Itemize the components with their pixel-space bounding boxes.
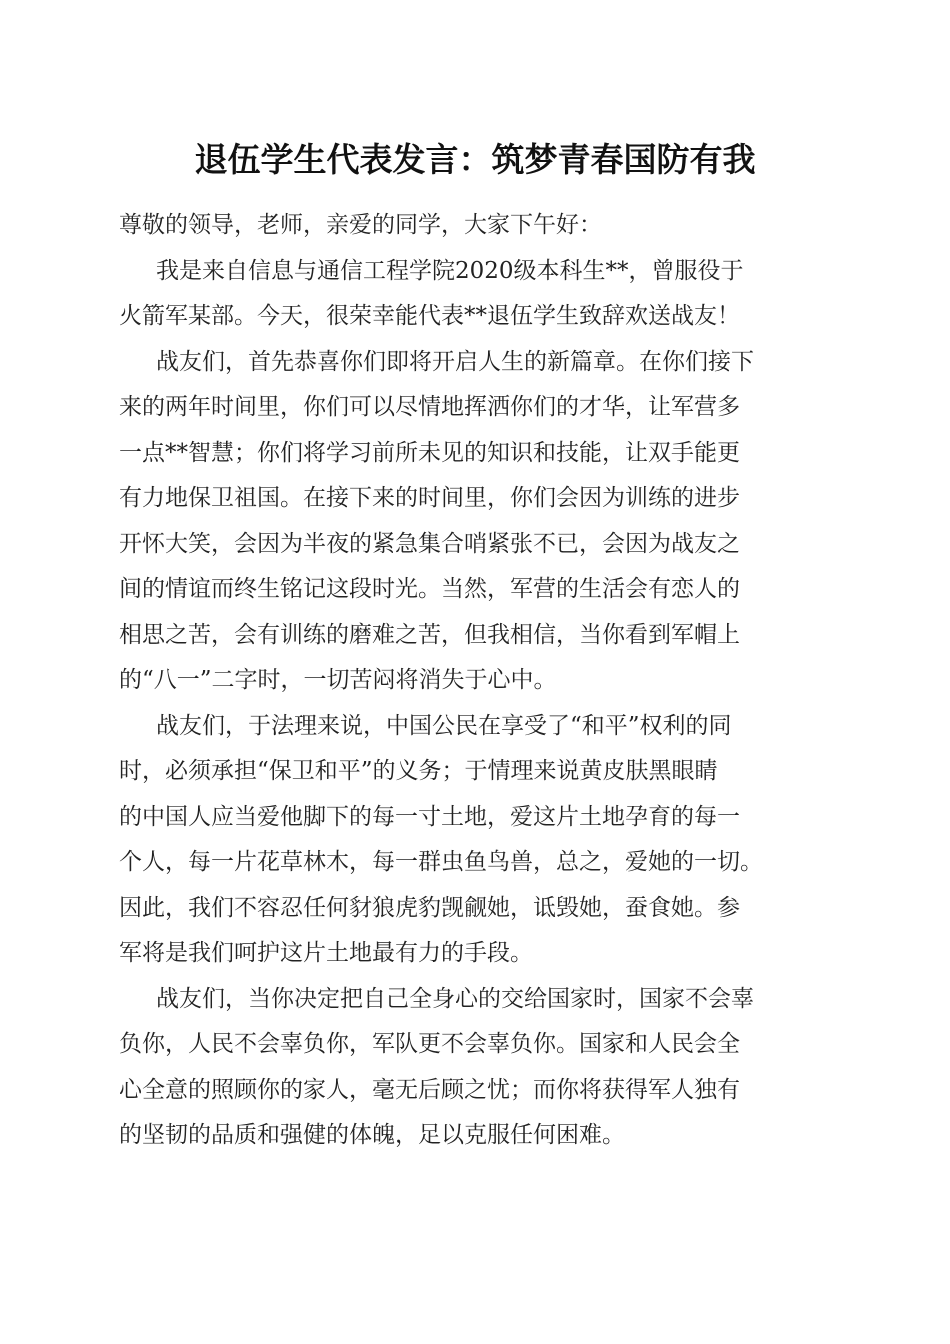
paragraph-duty xyxy=(119,704,835,977)
text-line: 间的情谊而终生铭记这段时光。当然，军营的生活会有恋人的 xyxy=(119,576,740,602)
text-line: 个人，每一片花草林木，每一群虫鱼鸟兽，总之，爱她的一切。 xyxy=(119,849,763,875)
document-title: 退伍学生代表发言：筑梦青春国防有我 xyxy=(194,140,756,179)
text-line: 火箭军某部。今天，很荣幸能代表**退伍学生致辞欢送战友！ xyxy=(119,303,740,329)
paragraph-introduction xyxy=(119,249,835,340)
text-line: 心全意的照顾你的家人，毫无后顾之忧；而你将获得军人独有 xyxy=(119,1076,740,1103)
document-body xyxy=(119,203,835,1159)
text-line: 一点**智慧；你们将学习前所未见的知识和技能，让双手能更 xyxy=(119,439,740,466)
text-line: 相思之苦，会有训练的磨难之苦，但我相信，当你看到军帽上 xyxy=(119,621,740,648)
text-line: 的“八一”二字时，一切苦闷将消失于心中。 xyxy=(119,667,557,693)
text-line: 因此，我们不容忍任何豺狼虎豹觊觎她，诋毁她，蚕食她。参 xyxy=(119,894,740,921)
text-line: 的坚韧的品质和强健的体魄，足以克服任何困难。 xyxy=(119,1122,625,1148)
text-line: 战友们，于法理来说，中国公民在享受了“和平”权利的同 xyxy=(156,712,732,739)
text-line: 军将是我们呵护这片土地最有力的手段。 xyxy=(119,940,533,966)
text-line: 有力地保卫祖国。在接下来的时间里，你们会因为训练的进步 xyxy=(119,485,740,511)
text-line: 开怀大笑，会因为半夜的紧急集合哨紧张不已，会因为战友之 xyxy=(119,530,740,557)
text-line: 负你，人民不会辜负你，军队更不会辜负你。国家和人民会全 xyxy=(119,1031,740,1057)
text-line: 战友们，首先恭喜你们即将开启人生的新篇章。在你们接下 xyxy=(156,348,754,375)
text-line: 我是来自信息与通信工程学院2020级本科生**，曾服役于 xyxy=(156,257,744,284)
text-line: 战友们，当你决定把自己全身心的交给国家时，国家不会辜 xyxy=(156,985,754,1012)
text-line: 时，必须承担“保卫和平”的义务；于情理来说黄皮肤黑眼睛 xyxy=(119,758,718,784)
text-line: 的中国人应当爱他脚下的每一寸土地，爱这片土地孕育的每一 xyxy=(119,803,740,830)
paragraph-commitment xyxy=(119,977,835,1159)
paragraph-congratulations xyxy=(119,340,835,704)
text-line: 来的两年时间里，你们可以尽情地挥洒你们的才华，让军营多 xyxy=(119,394,740,420)
paragraph-greeting xyxy=(119,203,835,249)
text-line: 尊敬的领导，老师，亲爱的同学，大家下午好： xyxy=(119,212,602,238)
